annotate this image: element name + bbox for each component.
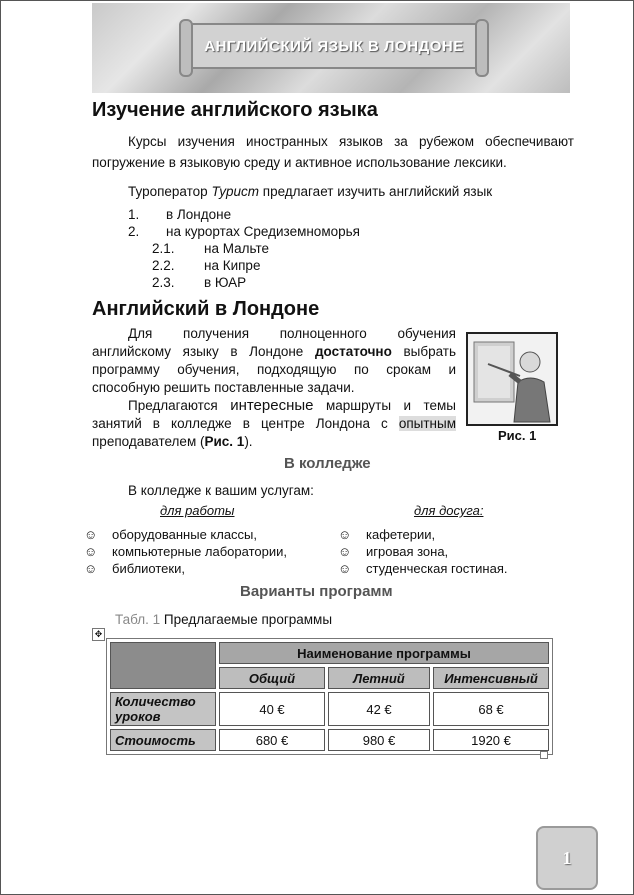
table-move-handle-icon[interactable]: ✥ xyxy=(92,628,105,641)
smiley-icon: ☺ xyxy=(338,527,352,542)
programs-heading: Варианты программ xyxy=(240,583,393,600)
table-caption: Табл. 1 Предлагаемые программы xyxy=(115,612,333,627)
table-cell: 680 € xyxy=(219,729,325,751)
smiley-icon: ☺ xyxy=(84,527,98,542)
smiley-icon: ☺ xyxy=(84,561,98,576)
list-item: ☺ кафетерии, xyxy=(338,527,436,542)
list-item: 2.2. на Кипре xyxy=(152,258,261,273)
column-header: Интенсивный xyxy=(433,667,549,689)
leisure-label: для досуга: xyxy=(414,503,484,518)
list-item: ☺ библиотеки, xyxy=(84,561,185,576)
teacher-image xyxy=(468,334,556,424)
leisure-label-wrap xyxy=(414,503,483,518)
section2-paragraph1: Для получения полноценного обучения английскому языку в Лондоне достаточно выбрать программу обучения, подходящую по срокам и способную решить поставленные задачи. xyxy=(92,326,457,395)
list-item: ☺ игровая зона, xyxy=(338,544,449,559)
table-cell: 40 € xyxy=(219,692,325,726)
teacher-illustration xyxy=(466,332,558,426)
row-label: Количество уроков xyxy=(110,692,216,726)
table-cell: 42 € xyxy=(328,692,430,726)
list-item: 2.3. в ЮАР xyxy=(152,275,247,290)
header-banner xyxy=(92,3,570,93)
page-number: 1 xyxy=(562,847,572,868)
list-item: 2.1. на Мальте xyxy=(152,241,270,256)
column-header: Общий xyxy=(219,667,325,689)
smiley-icon: ☺ xyxy=(338,561,352,576)
list-item: 2. на курортах Средиземноморья xyxy=(128,224,360,239)
section2-paragraph2: Предлагаются интересные маршруты и темы занятий в колледже в центре Лондона с опытным преподавателем (Рис. 1). xyxy=(92,397,456,449)
college-intro: В колледже к вашим услугам: xyxy=(128,483,314,498)
table-cell: 1920 € xyxy=(433,729,549,751)
banner-scroll xyxy=(187,23,481,69)
section1-heading: Изучение английского языка xyxy=(92,99,378,121)
list-item: ☺ студенческая гостиная. xyxy=(338,561,508,576)
table-header: Наименование программы xyxy=(219,642,549,664)
table-corner-cell xyxy=(110,642,216,689)
banner-title: АНГЛИЙСКИЙ ЯЗЫК В ЛОНДОНЕ xyxy=(204,37,464,55)
table-cell: 68 € xyxy=(433,692,549,726)
list-item: 1. в Лондоне xyxy=(128,207,232,222)
college-heading: В колледже xyxy=(284,455,371,472)
row-label: Стоимость xyxy=(110,729,216,751)
sub-list xyxy=(152,241,269,292)
figure-caption: Рис. 1 xyxy=(498,428,537,443)
table-cell: 980 € xyxy=(328,729,430,751)
smiley-icon: ☺ xyxy=(84,544,98,559)
section1-paragraph2: Туроператор Турист предлагает изучить английский язык xyxy=(128,184,493,199)
section2-heading: Английский в Лондоне xyxy=(92,298,320,320)
work-label-wrap xyxy=(160,503,234,518)
section1-paragraph1: Курсы изучения иностранных языков за рубежом обеспечивают погружение в языковую среду и активное использование лексики. xyxy=(92,134,574,170)
work-label: для работы xyxy=(160,503,235,518)
page-number-scroll xyxy=(536,826,598,890)
programs-table xyxy=(106,638,553,755)
work-list xyxy=(84,527,287,578)
main-list xyxy=(128,207,360,241)
table-resize-handle[interactable] xyxy=(540,751,548,759)
leisure-list xyxy=(338,527,507,578)
column-header: Летний xyxy=(328,667,430,689)
list-item: ☺ компьютерные лаборатории, xyxy=(84,544,287,559)
smiley-icon: ☺ xyxy=(338,544,352,559)
list-item: ☺ оборудованные классы, xyxy=(84,527,258,542)
